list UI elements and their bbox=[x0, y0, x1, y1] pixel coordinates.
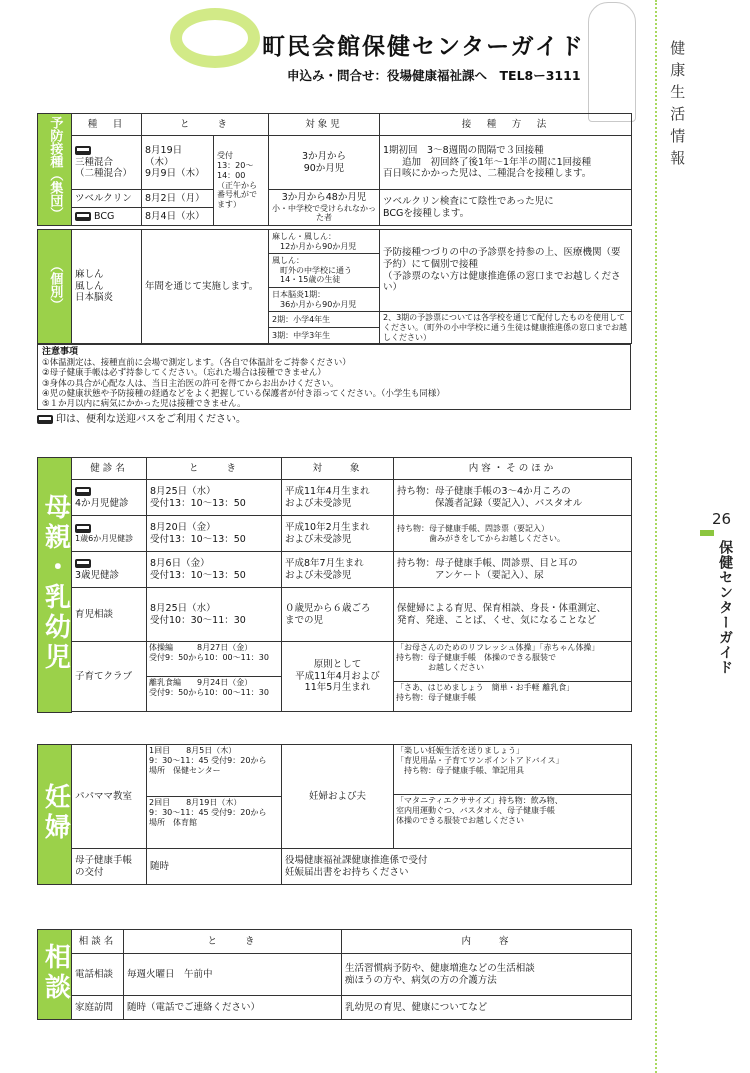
header-checkup: 健診名 bbox=[72, 458, 147, 480]
header-item: 種 目 bbox=[72, 114, 142, 136]
side-divider bbox=[655, 0, 657, 1073]
note-item: ①体温測定は、接種直前に会場で測定します。（各自で体温計をご持参ください） bbox=[42, 357, 351, 368]
tuberculin-date: 8月2日（月） bbox=[142, 190, 214, 208]
individual-target-1: 麻しん・風しん： 12か月から90か月児 bbox=[269, 230, 380, 254]
bus-icon bbox=[75, 524, 91, 533]
pregnancy-table bbox=[37, 744, 632, 885]
notes-box bbox=[37, 344, 631, 410]
group-consult-label: 相談 bbox=[38, 930, 72, 1020]
home-visit: 家庭訪問 bbox=[72, 996, 124, 1020]
individual-method-2: 2、3期の予診票については各学校を通じて配付したものを使用してください。（町外の小中学校に通う生徒は健康推進係の窓口までお越しください） bbox=[380, 312, 632, 344]
reception-time: 受付 13：20〜 14：00 （正午から 番号札がで ます） bbox=[214, 136, 269, 226]
dpt-dates: 8月19日（木） 9月9日（木） bbox=[142, 136, 214, 190]
bcg-method: ツベルクリン検査にて陰性であった児に BCGを接種します。 bbox=[380, 190, 632, 226]
side-guide-title: 保健センターガイド bbox=[717, 540, 734, 675]
page-marker bbox=[700, 530, 714, 536]
checkup-18month-target: 平成10年2月生まれ および未受診児 bbox=[282, 516, 394, 552]
vaccine-tuberculin: ツベルクリン bbox=[72, 190, 142, 208]
checkup-3year-target: 平成8年7月生まれ および未受診児 bbox=[282, 552, 394, 588]
parent-class-target: 妊婦および夫 bbox=[282, 745, 394, 849]
checkup-4month-when: 8月25日（水） 受付13：10〜13：50 bbox=[147, 480, 282, 516]
note-item: ⑤１か月以内に病気にかかった児は接種できません。 bbox=[42, 399, 246, 410]
note-item: ②母子健康手帳は必ず持参してください。（忘れた場合は接種できません） bbox=[42, 368, 326, 379]
group-pregnancy-label: 妊婦 bbox=[38, 745, 72, 885]
checkup-18month: 1歳6か月児健診 bbox=[72, 516, 147, 552]
parent-class-when: 1回目 8月5日（木） 9：30〜11：45 受付9：20から 場所 保健センター 2回目 8月19日（木） 9：30〜11：45 受付9：20から 場所 体育館 bbox=[147, 745, 282, 849]
bcg-target: 3か月から48か月児 小・中学校で受けられなかった者 bbox=[269, 190, 380, 226]
parent-class-content: 「楽しい妊娠生活を送りましょう」 「育児用品・子育てワンポイントアドバイス」 持ち物：母子健康手帳、筆記用具 「マタニティエクササイズ」持ち物：飲み物、 室内用運動ぐつ、バスタオル、母子健康手帳 体操のできる服装でお越しください bbox=[394, 745, 632, 849]
header-target: 対 象 bbox=[282, 458, 394, 480]
bus-legend: 印は、便利な送迎バスをご利用ください。 bbox=[37, 414, 246, 426]
handbook-issue-content: 役場健康福祉課健康推進係で受付 妊娠届出書をお持ちください bbox=[282, 849, 632, 885]
childcare-consult-target: ０歳児から６歳ごろ までの児 bbox=[282, 588, 394, 642]
stool-illustration bbox=[588, 2, 636, 122]
checkup-3year: 3歳児健診 bbox=[72, 552, 147, 588]
vaccination-table bbox=[37, 113, 632, 226]
parenting-club-when: 体操編 8月27日（金） 受付9：50から10：00〜11：30 離乳食編 9月24日（金） 受付9：50から10：00〜11：30 bbox=[147, 642, 282, 712]
checkup-4month-target: 平成11年4月生まれ および未受診児 bbox=[282, 480, 394, 516]
childcare-consult-when: 8月25日（水） 受付10：30〜11：30 bbox=[147, 588, 282, 642]
handbook-issue: 母子健康手帳 の交付 bbox=[72, 849, 147, 885]
handbook-issue-when: 随時 bbox=[147, 849, 282, 885]
consultation-table bbox=[37, 929, 632, 1020]
parenting-club: 子育てクラブ bbox=[72, 642, 147, 712]
checkup-4month: 4か月児健診 bbox=[72, 480, 147, 516]
dpt-target: 3か月から 90か月児 bbox=[269, 136, 380, 190]
checkup-18month-when: 8月20日（金） 受付13：10〜13：50 bbox=[147, 516, 282, 552]
checkup-3year-when: 8月6日（金） 受付13：10〜13：50 bbox=[147, 552, 282, 588]
bus-icon bbox=[75, 487, 91, 496]
vaccine-dpt: 三種混合 （二種混合） bbox=[72, 136, 142, 190]
notes-title: 注意事項 bbox=[42, 347, 79, 357]
maternal-table bbox=[37, 457, 632, 713]
individual-when: 年間を通じて実施します。 bbox=[142, 230, 269, 344]
individual-target-4: 2期：小学4年生 bbox=[269, 312, 380, 328]
individual-vaccines: 麻しん 風しん 日本脳炎 bbox=[72, 230, 142, 344]
group-vaccination-label: 予防接種（集団） bbox=[38, 114, 72, 226]
checkup-18month-content: 持ち物：母子健康手帳、問診票（要記入） 歯みがきをしてからお越しください。 bbox=[394, 516, 632, 552]
individual-target-3: 日本脳炎1期： 36か月から90か月児 bbox=[269, 288, 380, 312]
home-visit-when: 随時（電話でご連絡ください） bbox=[124, 996, 342, 1020]
bus-icon bbox=[37, 415, 53, 424]
checkup-3year-content: 持ち物：母子健康手帳、問診票、目と耳の アンケート（要記入）、尿 bbox=[394, 552, 632, 588]
header-consult-when: と き bbox=[124, 930, 342, 954]
individual-vaccination-table bbox=[37, 229, 632, 344]
page-number: 26 bbox=[712, 510, 732, 528]
header-when: と き bbox=[142, 114, 269, 136]
individual-method-1: 予防接種つづりの中の予診票を持参の上、医療機関（要予約）にて個別で接種 （予診票のない方は健康推進係の窓口までお越しください） bbox=[380, 230, 632, 312]
home-visit-content: 乳幼児の育児、健康についてなど bbox=[342, 996, 632, 1020]
header-target: 対象児 bbox=[269, 114, 380, 136]
header-consult-name: 相談名 bbox=[72, 930, 124, 954]
bus-icon bbox=[75, 146, 91, 155]
side-category: 健康生活情報 bbox=[668, 40, 687, 172]
checkup-4month-content: 持ち物：母子健康手帳の3〜4か月ころの 保護者記録（要記入）、バスタオル bbox=[394, 480, 632, 516]
header-method: 接 種 方 法 bbox=[380, 114, 632, 136]
header-consult-content: 内 容 bbox=[342, 930, 632, 954]
childcare-consult-content: 保健婦による育児、保育相談、身長・体重測定、 発育、発達、ことば、くせ、気になることなど bbox=[394, 588, 632, 642]
parenting-club-target: 原則として 平成11年4月および 11年5月生まれ bbox=[282, 642, 394, 712]
header-content: 内容・そのほか bbox=[394, 458, 632, 480]
group-maternal-label: 母親・乳幼児 bbox=[38, 458, 72, 713]
stethoscope-illustration bbox=[170, 8, 260, 68]
vaccine-bcg: BCG bbox=[72, 208, 142, 226]
contact-line: 申込み・問合せ：役場健康福祉課へ TEL8ー3111 bbox=[287, 68, 581, 83]
phone-consult-when: 毎週火曜日 午前中 bbox=[124, 954, 342, 996]
bus-icon bbox=[75, 212, 91, 221]
page-title: 町民会館保健センターガイド bbox=[262, 34, 585, 60]
bus-icon bbox=[75, 559, 91, 568]
note-item: ③身体の具合が心配な人は、当日主治医の許可を得てからお出かけください。 bbox=[42, 378, 339, 389]
note-item: ④児の健康状態や予防接種の経過などをよく把握している保護者が付き添ってください。（小学生も同様） bbox=[42, 389, 445, 400]
header-when: と き bbox=[147, 458, 282, 480]
phone-consult-content: 生活習慣病予防や、健康増進などの生活相談 痴ほうの方や、病気の方の介護方法 bbox=[342, 954, 632, 996]
group-individual-label: （個別） bbox=[38, 230, 72, 344]
parenting-club-content: 「お母さんのためのリフレッシュ体操」「赤ちゃん体操」 持ち物：母子健康手帳 体操のできる服装で お越しください 「さあ、はじめましょう 簡単・お手軽 離乳食」 持ち物：母子健康手帳 bbox=[394, 642, 632, 712]
childcare-consult: 育児相談 bbox=[72, 588, 147, 642]
individual-target-2: 風しん： 町外の中学校に通う 14・15歳の生徒 bbox=[269, 254, 380, 288]
bcg-date: 8月4日（水） bbox=[142, 208, 214, 226]
parent-class: パパママ教室 bbox=[72, 745, 147, 849]
individual-target-5: 3期：中学3年生 bbox=[269, 328, 380, 344]
phone-consult: 電話相談 bbox=[72, 954, 124, 996]
dpt-method: 1期初回 3〜8週間の間隔で３回接種 追加 初回終了後1年〜1年半の間に1回接種 百日咳にかかった児は、二種混合を接種します。 bbox=[380, 136, 632, 190]
